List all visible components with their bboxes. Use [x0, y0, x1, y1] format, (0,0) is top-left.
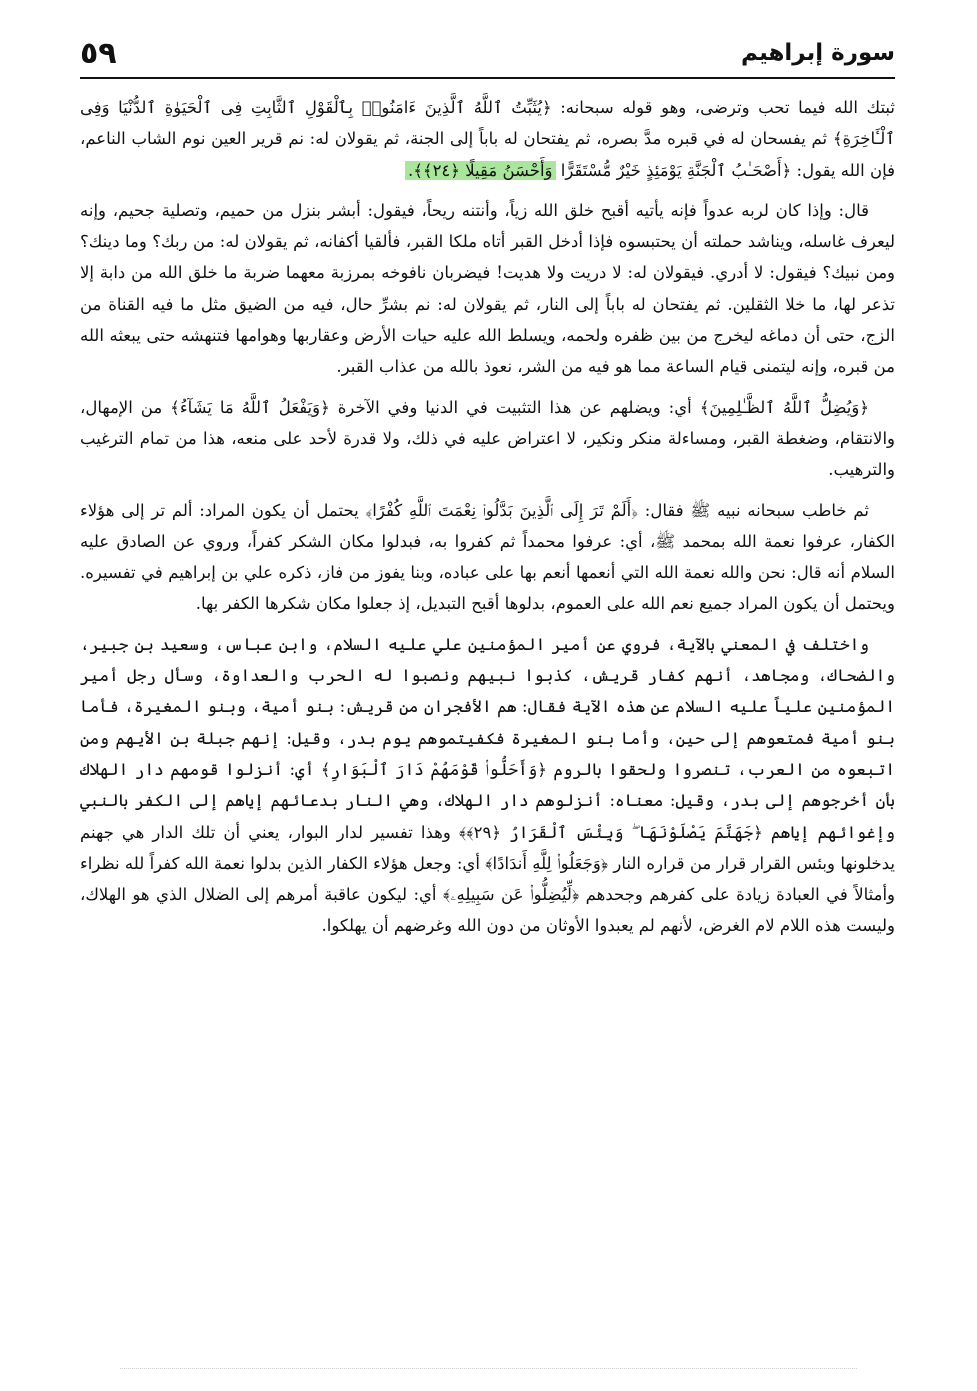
paragraph: واختلف في المعني بالآية، فروي عن أمير المؤمنين علي عليه السلام، وابن عباس، وسعيد بن جبير، والضحاك، ومجاهد، أنهم كفار قريش، كذبوا نبيهم ونصبوا له الحرب والعداوة، وسأل رجل أمير المؤمنين علياً عليه السلام عن هذه الآية فقال: هم الأفجران من قريش: بنو أمية، وبنو المغيرة، فأما بنو أمية فمتعوهم إلى حين، وأما بنو المغيرة فكفيتموهم يوم بدر، وقيل: إنهم جبلة بن الأيهم ومن اتبعوه من العرب، تنصروا ولحقوا بالروم ﴿وَأَحَلُّوا۟ قَوْمَهُمْ دَارَ ٱلْبَوَارِ﴾ أي: أنزلوا قومهم دار الهلاك بأن أخرجوهم إلى بدر، وقيل: معناه: أنزلوهم دار الهلاك، وهي النار بدعائهم إياهم إلى الكفر بالنبي وإغوائهم إياهم ﴿جَهَنَّمَ يَصْلَوْنَهَا ۖ وَبِئْسَ ٱلْقَرَارُ ﴿٢٩﴾﴾ وهذا تفسير لدار البوار، يعني أن تلك الدار هي جهنم يدخلونها وبئس القرار قرار من قراره النار ﴿وَجَعَلُوا۟ لِلَّهِ أَندَادًا﴾ أي: وجعل هؤلاء الكفار الذين بدلوا نعمة الله كفراً لله نظراء وأمثالاً في العبادة زيادة على كفرهم وجحدهم ﴿لِّيُضِلُّوا۟ عَن سَبِيلِهِۦ﴾ أي: ليكون عاقبة أمرهم إلى الضلال الذي هو الهلاك، وليست هذه اللام لام الغرض، لأنهم لم يعبدوا الأوثان من دون الله وغرضهم أن يهلكوا. — [80, 634, 895, 936]
paragraph: قال: وإذا كان لربه عدواً فإنه يأتيه أقبح خلق الله زياً، وأنتنه ريحاً، فيقول: أبشر بنزل من حميم، وتصلية جحيم، وإنه ليعرف غاسله، ويناشد حملته أن يحتبسوه فإذا أدخل القبر أتاه ملكا القبر، فألقيا أكفانه، ثم يقولان له: من ربك؟ وما دينك؟ ومن نبيك؟ فيقول: لا أدري. فيقولان له: لا دريت ولا هديت! فيضربان نافوخه بمرزبة معهما ضربة ما خلق الله من دابة إلا تذعر لها، ما خلا الثقلين. ثم يفتحان له باباً إلى النار، ثم يقولان له: نم بشرِّ حال، فيه من الضيق مثل ما فيه القناة من الزج، حتى أن دماغه ليخرج من بين ظفره ولحمه، ويسلط الله عليه حيات الأرض وعقاربها وهوامها فتنهشه حتى يبعثه الله من قبره، وإنه ليتمنى قيام الساعة مما هو فيه من الشر، نعوذ بالله من عذاب القبر. — [80, 200, 895, 377]
paragraph: ثم خاطب سبحانه نبيه ﷺ فقال: ﴿أَلَمْ تَرَ إِلَى ٱلَّذِينَ بَدَّلُوا۟ نِعْمَتَ ٱللَّهِ كُفْرًا﴾ يحتمل أن يكون المراد: ألم تر إلى هؤلاء الكفار، عرفوا نعمة الله بمحمد ﷺ، أي: عرفوا محمداً ثم كفروا به، فبدلوا مكان الشكر كفراً، وروي عن الصادق عليه السلام أنه قال: نحن والله نعمة الله التي أنعمها أنعم بها على عباده، وبنا يفوز من فاز، ذكره علي بن إبراهيم في تفسيره. ويحتمل أن يكون المراد جميع نعم الله على العموم، بدلوها أقبح التبديل، إذ جعلوا مكان شكرها الكفر بها. — [80, 500, 895, 614]
highlighted-verse: وَأَحْسَنُ مَقِيلًا ﴿٢٤﴾﴾. — [405, 161, 556, 180]
page-header — [80, 30, 895, 76]
paragraph: ﴿وَيُضِلُّ ٱللَّهُ ٱلظَّـٰلِمِينَ﴾ أي: ويضلهم عن هذا التثبيت في الدنيا وفي الآخرة ﴿وَيَفْعَلُ ٱللَّهُ مَا يَشَآءُ﴾ من الإمهال، والانتقام، وضغطة القبر، ومساءلة منكر ونكير، لا اعتراض عليه في ذلك، ولا قدرة لأحد على منعه، هذا من تمام الترغيب والترهيب. — [80, 397, 895, 480]
paragraph-text: ثبتك الله فيما تحب وترضى، وهو قوله سبحانه: ﴿يُثَبِّتُ ٱللَّهُ ٱلَّذِينَ ءَامَنُوا۟ بِٱلْقَوْلِ ٱلثَّابِتِ فِى ٱلْحَيَوٰةِ ٱلدُّنْيَا وَفِى ٱلْـَٔاخِرَةِ﴾ ثم يفسحان له في قبره مدَّ بصره، ثم يفتحان له باباً إلى الجنة، ثم يقولان له: نم قرير العين نوم الشاب الناعم، فإن الله يقول: ﴿أَصْحَـٰبُ ٱلْجَنَّةِ يَوْمَئِذٍ خَيْرٌ مُّسْتَقَرًّا — [80, 98, 895, 180]
page-number: ٥٩ — [80, 35, 117, 71]
header-rule — [80, 77, 895, 79]
page-body — [80, 92, 895, 951]
surah-title: سورة إبراهيم — [741, 40, 895, 66]
scan-artifact — [120, 1368, 857, 1373]
paragraph — [80, 92, 895, 186]
